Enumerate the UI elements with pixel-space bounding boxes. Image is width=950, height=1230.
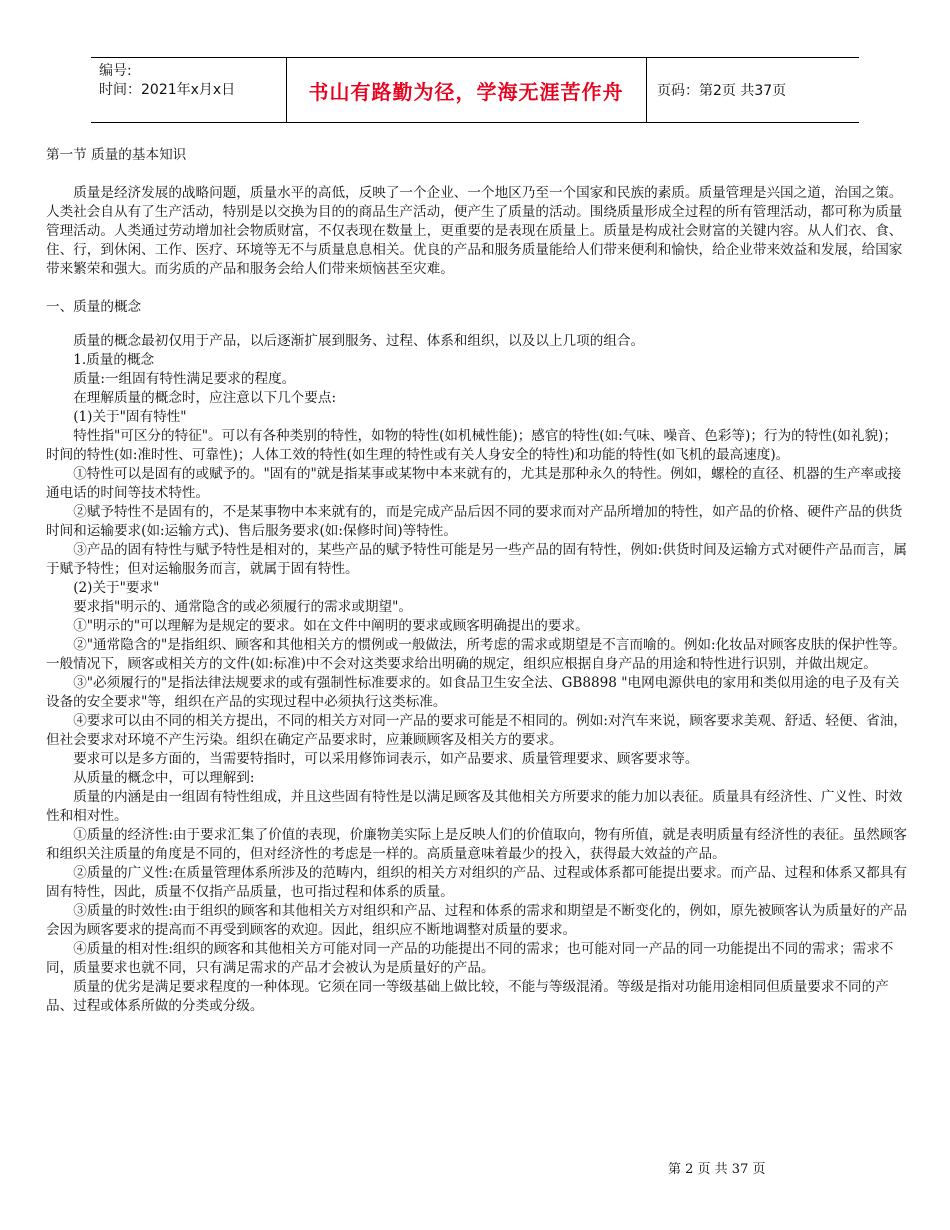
- paragraph: ③产品的固有特性与赋予特性是相对的，某些产品的赋予特性可能是另一些产品的固有特性，例如:供货时间及运输方式对硬件产品而言，属于赋予特性；但对运输服务而言，就属于固有特性。: [46, 542, 907, 577]
- paragraph: (2)关于"要求": [73, 580, 160, 596]
- paragraph: 特性指"可区分的特征"。可以有各种类别的特性，如物的特性(如机械性能)；感官的特性(如:气味、噪音、色彩等)；行为的特性(如礼貌)；时间的特性(如:准时性、可靠性)；人体工效的特性(如生理的特性或有关人身安全的特性)和功能的特性(如飞机的最高速度)。: [46, 428, 897, 463]
- header-motto: 书山有路勤为径，学海无涯苦作舟: [308, 79, 624, 104]
- paragraph: ②赋予特性不是固有的，不是某事物中本来就有的，而是完成产品后因不同的要求而对产品所增加的特性，如产品的价格、硬件产品的供货时间和运输要求(如:运输方式)、售后服务要求(如:保修时间)等特性。: [46, 504, 903, 539]
- header-page-info: 页码：第2页 共37页: [657, 83, 787, 99]
- subsection-title: 一、质量的概念: [46, 299, 142, 315]
- paragraph: 在理解质量的概念时，应注意以下几个要点:: [73, 390, 337, 406]
- paragraph: 1.质量的概念: [73, 352, 155, 368]
- paragraph: 质量的内涵是由一组固有特性组成，并且这些固有特性是以满足顾客及其他相关方所要求的能力加以表征。质量具有经济性、广义性、时效性和相对性。: [46, 789, 903, 824]
- paragraph: 质量:一组固有特性满足要求的程度。: [73, 371, 296, 387]
- paragraph: ④质量的相对性:组织的顾客和其他相关方可能对同一产品的功能提出不同的需求；也可能对同一产品的同一功能提出不同的需求；需求不同，质量要求也就不同，只有满足需求的产品才会被认为是质量好的产品。: [46, 941, 894, 976]
- paragraph: ①特性可以是固有的或赋予的。"固有的"就是指某事或某物中本来就有的，尤其是那种永久的特性。例如，螺栓的直径、机器的生产率或接通电话的时间等技术特性。: [46, 466, 902, 501]
- header-divider-right: [646, 58, 647, 122]
- paragraph: ④要求可以由不同的相关方提出，不同的相关方对同一产品的要求可能是不相同的。例如:对汽车来说，顾客要求美观、舒适、轻便、省油，但社会要求对环境不产生污染。组织在确定产品要求时，应兼顾顾客及相关方的要求。: [46, 713, 907, 748]
- paragraph: ③质量的时效性:由于组织的顾客和其他相关方对组织和产品、过程和体系的需求和期望是不断变化的，例如，原先被顾客认为质量好的产品会因为顾客要求的提高而不再受到顾客的欢迎。因此，组织应不断地调整对质量的要求。: [46, 903, 907, 938]
- paragraph: 质量的优劣是满足要求程度的一种体现。它须在同一等级基础上做比较，不能与等级混淆。等级是指对功能用途相同但质量要求不同的产品、过程或体系所做的分类或分级。: [46, 979, 889, 1014]
- paragraph: 要求可以是多方面的，当需要特指时，可以采用修饰词表示，如产品要求、质量管理要求、顾客要求等。: [73, 751, 699, 767]
- paragraph: 质量的概念最初仅用于产品，以后逐渐扩展到服务、过程、体系和组织，以及以上几项的组合。: [73, 333, 645, 349]
- document-body: [46, 146, 908, 1016]
- paragraph: 要求指"明示的、通常隐含的或必须履行的需求或期望"。: [73, 599, 412, 615]
- header-meta: [99, 62, 235, 100]
- document-header: [91, 57, 859, 123]
- paragraph: ①质量的经济性:由于要求汇集了价值的表现，价廉物美实际上是反映人们的价值取向，物有所值，就是表明质量有经济性的表征。虽然顾客和组织关注质量的角度是不同的，但对经济性的考虑是一样的。高质量意味着最少的投入，获得最大效益的产品。: [46, 827, 907, 862]
- paragraph: ①"明示的"可以理解为是规定的要求。如在文件中阐明的要求或顾客明确提出的要求。: [73, 618, 589, 634]
- paragraph: ②"通常隐含的"是指组织、顾客和其他相关方的惯例或一般做法，所考虑的需求或期望是不言而喻的。例如:化妆品对顾客皮肤的保护性等。一般情况下，顾客或相关方的文件(如:标准)中不会对这类要求给出明确的规定，组织应根据自身产品的用途和特性进行识别，并做出规定。: [46, 637, 906, 672]
- paragraph: ②质量的广义性:在质量管理体系所涉及的范畴内，组织的相关方对组织的产品、过程或体系都可能提出要求。而产品、过程和体系又都具有固有特性，因此，质量不仅指产品质量，也可指过程和体系的质量。: [46, 865, 907, 900]
- page-footer: 第 2 页 共 37 页: [668, 1162, 766, 1177]
- paragraph: ③"必须履行的"是指法律法规要求的或有强制性标准要求的。如食品卫生安全法、GB8898 "电网电源供电的家用和类似用途的电子及有关设备的安全要求"等，组织在产品的实现过程中必须执行这类标准。: [46, 675, 900, 710]
- paragraph: 从质量的概念中，可以理解到:: [73, 770, 255, 786]
- intro-paragraph: 质量是经济发展的战略问题，质量水平的高低，反映了一个企业、一个地区乃至一个国家和民族的素质。质量管理是兴国之道，治国之策。人类社会自从有了生产活动，特别是以交换为目的的商品生产活动，便产生了质量的活动。围绕质量形成全过程的所有管理活动，都可称为质量管理活动。人类通过劳动增加社会物质财富，不仅表现在数量上，更重要的是表现在质量上。质量是构成社会财富的关键内容。从人们衣、食、住、行，到休闲、工作、医疗、环境等无不与质量息息相关。优良的产品和服务质量能给人们带来便利和愉快，给企业带来效益和发展，给国家带来繁荣和强大。而劣质的产品和服务会给人们带来烦恼甚至灾难。: [46, 185, 903, 277]
- number-label: 编号:: [99, 63, 132, 79]
- paragraph: (1)关于"固有特性": [73, 409, 187, 425]
- section-title: 第一节 质量的基本知识: [46, 147, 187, 163]
- time-label: 时间：2021年x月x日: [99, 82, 236, 98]
